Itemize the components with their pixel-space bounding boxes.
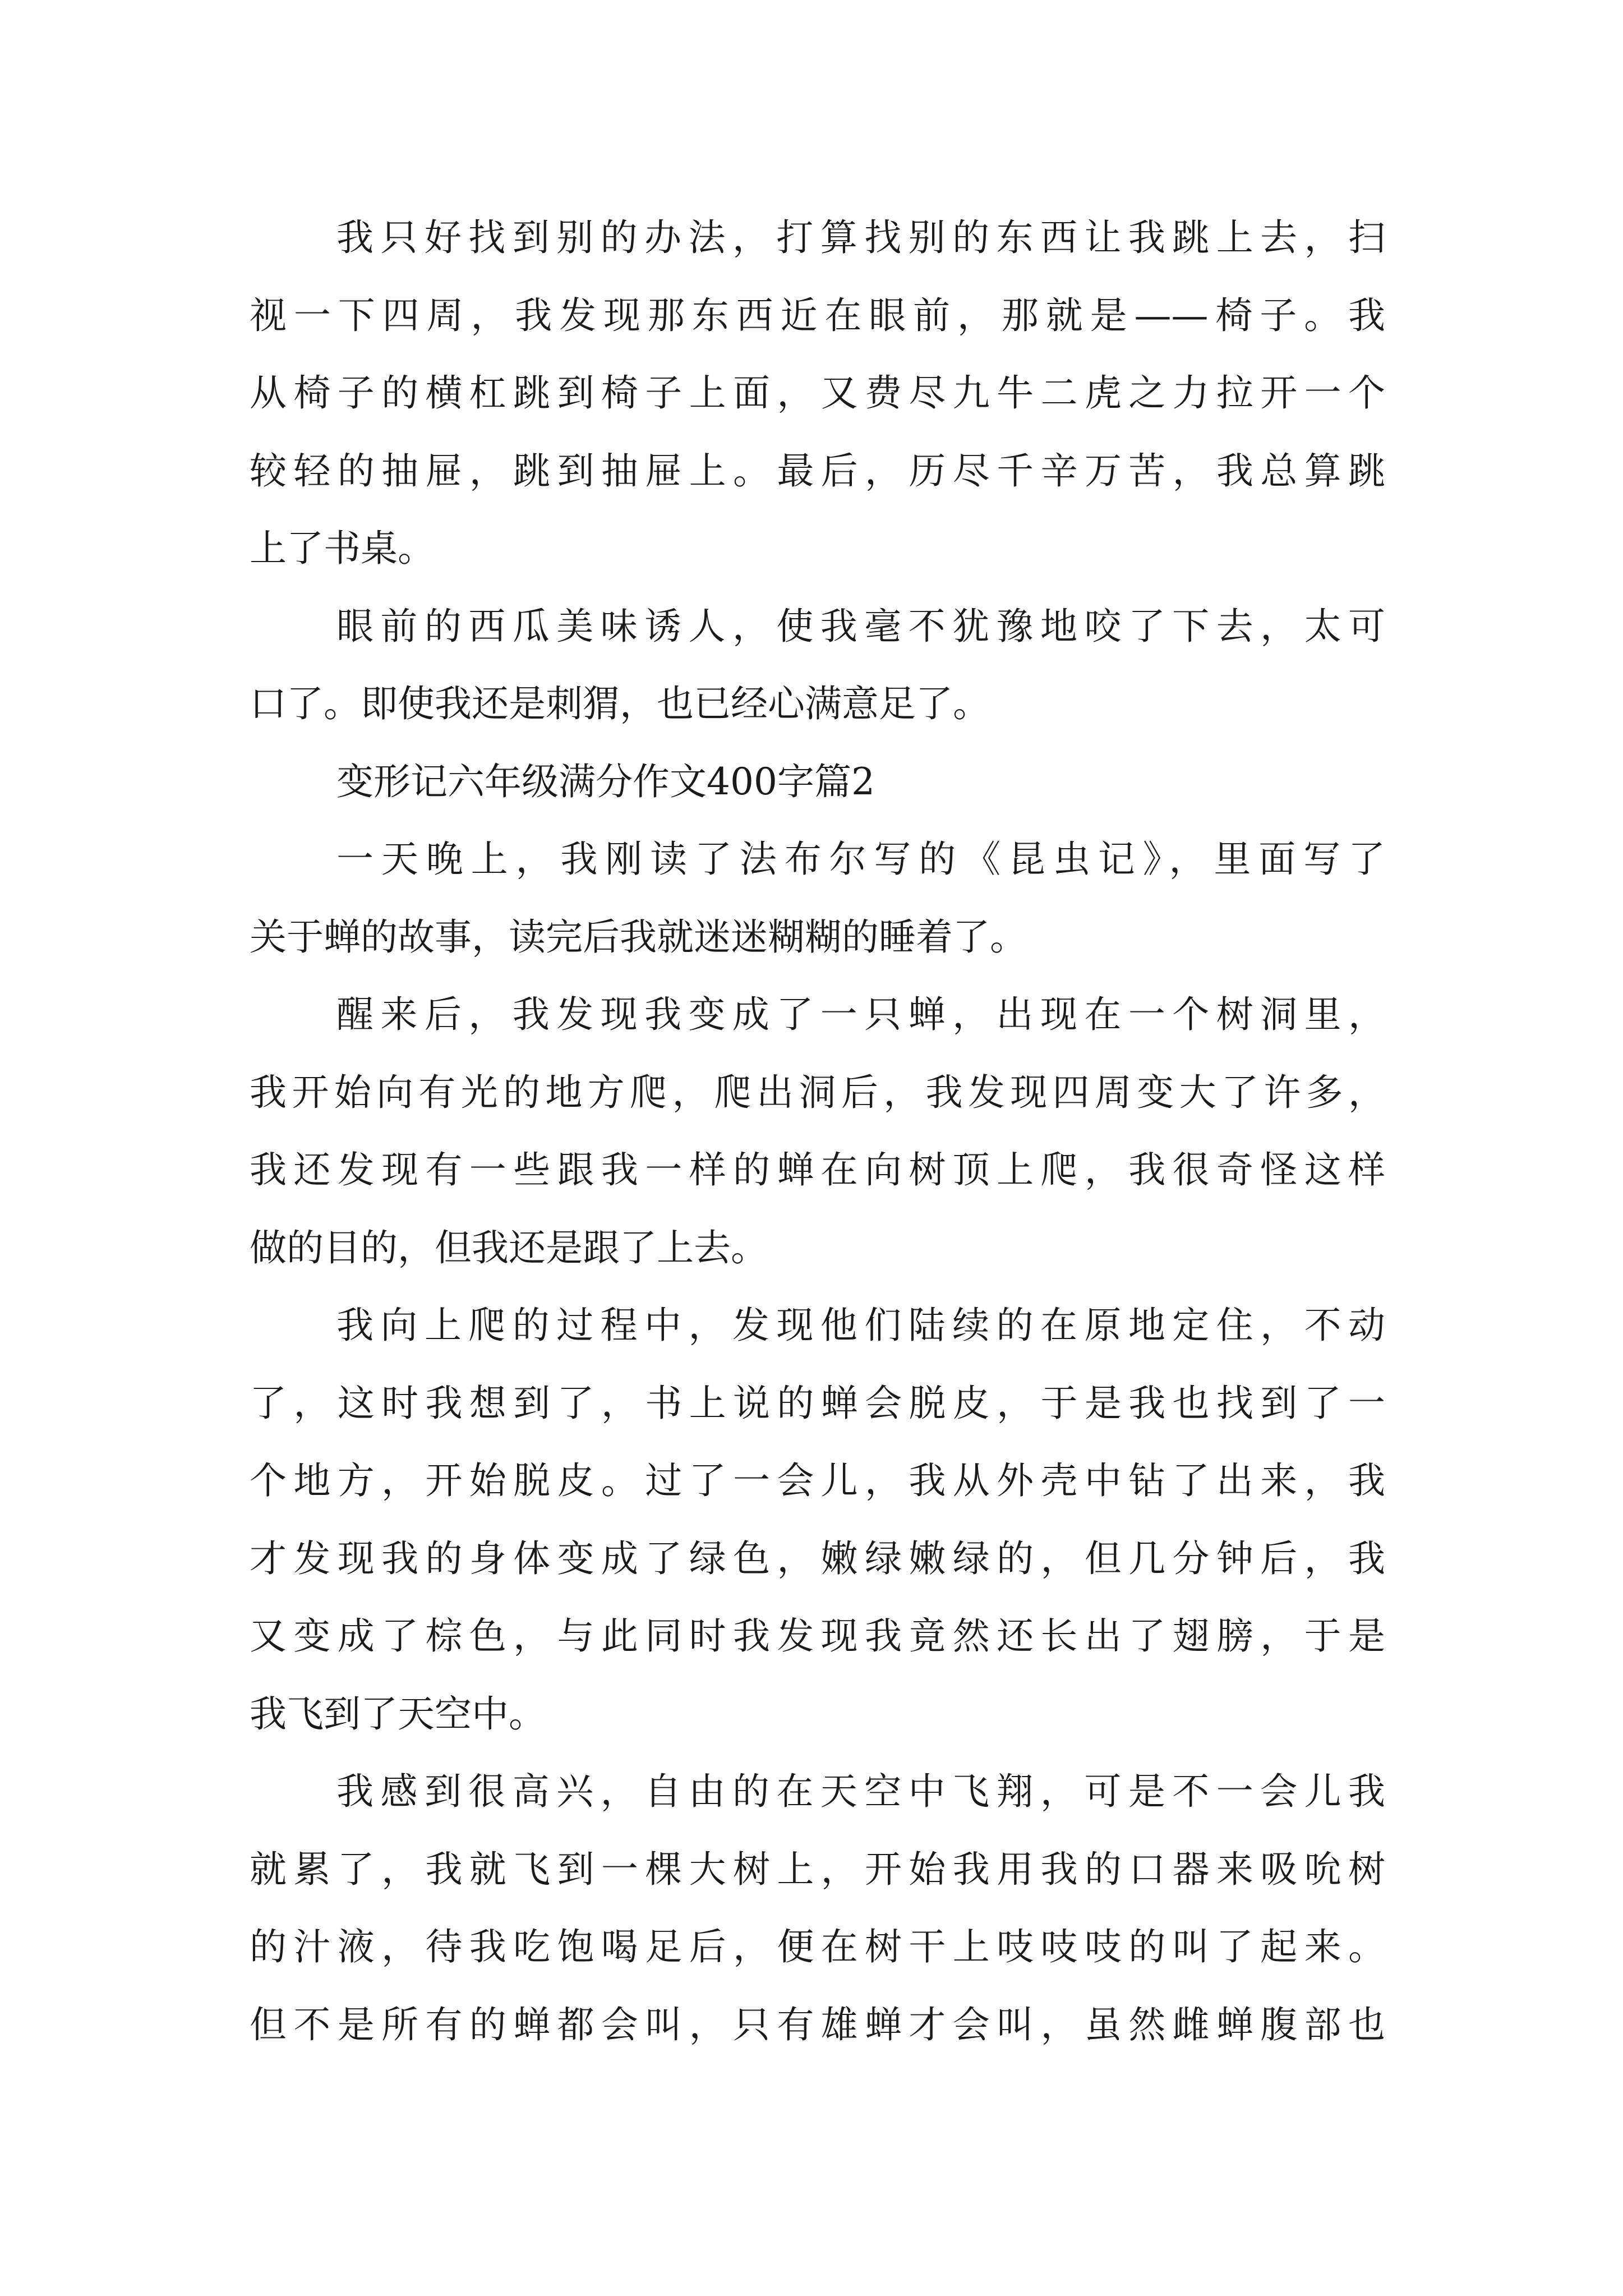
paragraph-line: 个地方，开始脱皮。过了一会儿，我从外壳中钻了出来，我 [250, 1459, 1385, 1502]
paragraph-line: 做的目的，但我还是跟了上去。 [250, 1226, 768, 1269]
paragraph-line: 我感到很高兴，自由的在天空中飞翔，可是不一会儿我 [336, 1770, 1385, 1813]
paragraph-line: 又变成了棕色，与此同时我发现我竟然还长出了翅膀，于是 [250, 1614, 1385, 1658]
section-heading: 变形记六年级满分作文400字篇2 [336, 760, 875, 803]
paragraph-line: 我只好找到别的办法，打算找别的东西让我跳上去，扫 [336, 216, 1385, 259]
paragraph-line: 眼前的西瓜美味诱人，使我毫不犹豫地咬了下去，太可 [336, 604, 1385, 648]
paragraph-line: 我开始向有光的地方爬，爬出洞后，我发现四周变大了许多， [250, 1070, 1385, 1114]
paragraph-line: 醒来后，我发现我变成了一只蝉，出现在一个树洞里， [336, 993, 1385, 1036]
paragraph-line: 才发现我的身体变成了绿色，嫩绿嫩绿的，但几分钟后，我 [250, 1536, 1385, 1580]
paragraph-line: 关于蝉的故事，读完后我就迷迷糊糊的睡着了。 [250, 915, 1027, 959]
paragraph-line: 就累了，我就飞到一棵大树上，开始我用我的口器来吸吮树 [250, 1847, 1385, 1891]
paragraph-line: 的汁液，待我吃饱喝足后，便在树干上吱吱吱的叫了起来。 [250, 1925, 1385, 1968]
paragraph-line: 我还发现有一些跟我一样的蝉在向树顶上爬，我很奇怪这样 [250, 1148, 1385, 1191]
paragraph-line: 但不是所有的蝉都会叫，只有雄蝉才会叫，虽然雌蝉腹部也 [250, 2003, 1385, 2046]
paragraph-line: 了，这时我想到了，书上说的蝉会脱皮，于是我也找到了一 [250, 1381, 1385, 1425]
paragraph-line: 口了。即使我还是刺猬，也已经心满意足了。 [250, 682, 990, 725]
paragraph-line: 从椅子的横杠跳到椅子上面，又费尽九牛二虎之力拉开一个 [250, 371, 1385, 415]
paragraph-line: 上了书桌。 [250, 527, 435, 570]
paragraph-line: 一天晚上，我刚读了法布尔写的《昆虫记》，里面写了 [336, 838, 1385, 881]
paragraph-line: 我向上爬的过程中，发现他们陆续的在原地定住，不动 [336, 1304, 1385, 1347]
essay-text [250, 199, 1385, 2064]
paragraph-line: 较轻的抽屉，跳到抽屉上。最后，历尽千辛万苦，我总算跳 [250, 449, 1385, 493]
paragraph-line: 视一下四周，我发现那东西近在眼前，那就是——椅子。我 [250, 293, 1385, 337]
paragraph-line: 我飞到了天空中。 [250, 1692, 546, 1736]
